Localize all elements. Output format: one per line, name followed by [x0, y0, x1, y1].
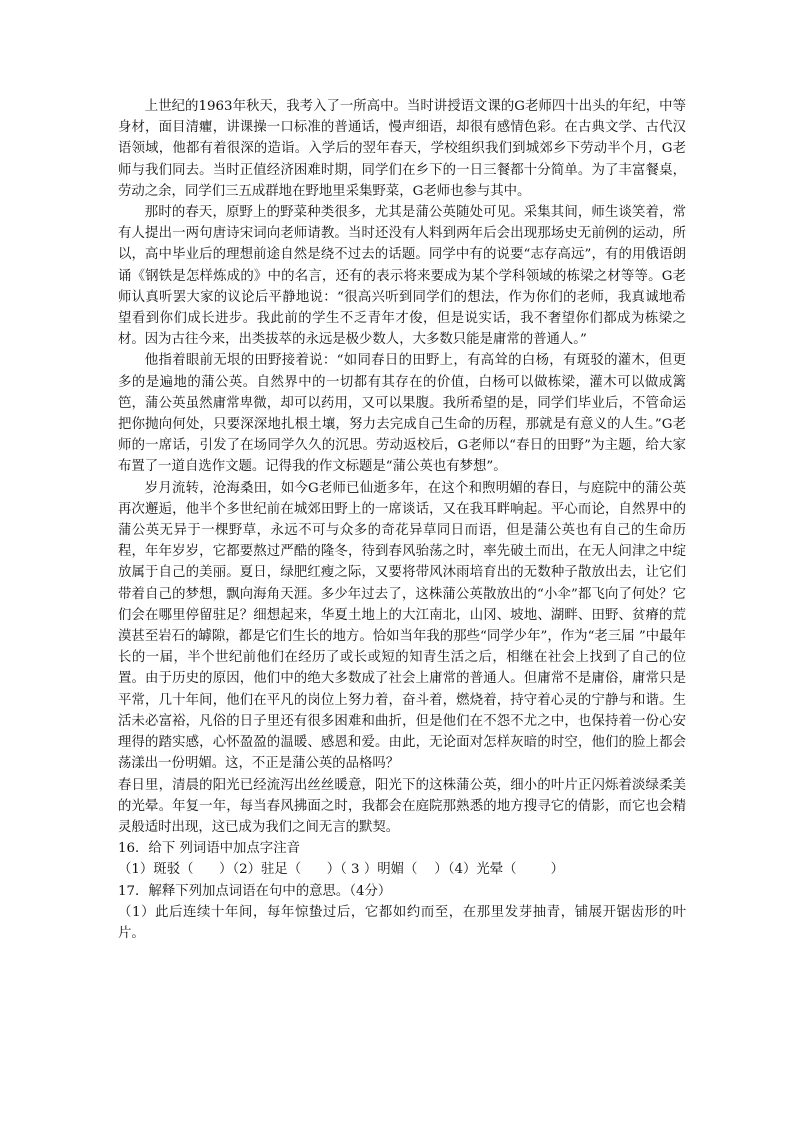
- question-16-title: 16．给下 列词语中加点字注音: [118, 841, 300, 857]
- paragraph-5: 春日里，清晨的阳光已经流泻出丝丝暖意，阳光下的这株蒲公英，细小的叶片正闪烁着淡绿柔美的光晕。年复一年，每当春风拂面之时，我都会在庭院那熟悉的地方搜寻它的倩影，而它也会精灵般适时出现，这已成为我们之间无言的默契。: [118, 777, 686, 835]
- question-17-title: 17．解释下列加点词语在句中的意思。（4分）: [118, 883, 392, 899]
- question-17-item-1: （1）此后连续十年间，每年惊蛰过后，它都如约而至，在那里发芽抽青，铺展开锯齿形的叶片。: [118, 904, 686, 941]
- article-body: [118, 96, 686, 944]
- question-16-answers: （1）斑驳（ ）（2）驻足（ ）（ 3 ）明媚（ ）（4）光晕（ ）: [118, 862, 565, 878]
- paragraph-4: 岁月流转，沧海桑田，如今G老师已仙逝多年，在这个和煦明媚的春日，与庭院中的蒲公英再次邂逅，他半个多世纪前在城郊田野上的一席谈话，又在我耳畔响起。平心而论，自然界中的蒲公英无异于一棵野草，永远不可与众多的奇花异草同日而语，但是蒲公英也有自己的生命历程，年年岁岁，它都要熬过严酷的隆冬，待到春风骀荡之时，率先破土而出，在无人问津之中绽放属于自己的美丽。夏日，绿肥红瘦之际，又要将带风沐雨培育出的无数种子散放出去，让它们带着自己的梦想，飘向海角天涯。多少年过去了，这株蒲公英散放出的“小伞”都飞向了何处？它们会在哪里停留驻足？细想起来，华夏土地上的大江南北，山冈、坡地、湖畔、田野、贫瘠的荒漠甚至岩石的罅隙，都是它们生长的地方。恰如当年我的那些“同学少年”，作为“老三届 ”中最年长的一届，半个世纪前他们在经历了或长或短的知青生活之后，相继在社会上找到了自己的位置。由于历史的原因，他们中的绝大多数成了社会上庸常的普通人。但庸常不是庸俗，庸常只是平常，几十年间，他们在平凡的岗位上努力着，奋斗着，燃烧着，持守着心灵的宁静与和谐。生活未必富裕，凡俗的日子里还有很多困难和曲折，但是他们在不怨不尤之中，也保持着一份心安理得的踏实感，心怀盈盈的温暖、感恩和爱。由此，无论面对怎样灰暗的时空，他们的脸上都会荡漾出一份明媚。这，不正是蒲公英的品格吗？: [118, 480, 686, 772]
- paragraph-1: 上世纪的1963年秋天，我考入了一所高中。当时讲授语文课的G老师四十出头的年纪，中等身材，面目清癯，讲课操一口标准的普通话，慢声细语，却很有感情色彩。在古典文学、古代汉语领域，他都有着很深的造诣。入学后的翌年春天，学校组织我们到城郊乡下劳动半个月，G老师与我们同去。当时正值经济困难时期，同学们在乡下的一日三餐都十分简单。为了丰富餐桌，劳动之余，同学们三五成群地在野地里采集野菜，G老师也参与其中。: [118, 99, 686, 199]
- paragraph-2: 那时的春天，原野上的野菜种类很多，尤其是蒲公英随处可见。采集其间，师生谈笑着，常有人提出一两句唐诗宋词向老师请教。当时还没有人料到两年后会出现那场史无前例的运动，所以，高中毕业后的理想前途自然是绕不过去的话题。同学中有的说要“志存高远”，有的用俄语朗诵《钢铁是怎样炼成的》中的名言，还有的表示将来要成为某个学科领域的栋梁之材等等。G老师认真听罢大家的议论后平静地说：“很高兴听到同学们的想法，作为你们的老师，我真诚地希望看到你们成长进步。我此前的学生不乏青年才俊，但是说实话，我不奢望你们都成为栋梁之材。因为古往今来，出类拔萃的永远是极少数人，大多数只能是庸常的普通人。”: [118, 205, 686, 348]
- paragraph-3: 他指着眼前无垠的田野接着说：“如同春日的田野上，有高耸的白杨，有斑驳的灌木，但更多的是遍地的蒲公英。自然界中的一切都有其存在的价值，白杨可以做栋梁，灌木可以做成篱笆，蒲公英虽然庸常卑微，却可以药用，又可以果腹。我所希望的是，同学们毕业后，不管命运把你抛向何处，只要深深地扎根土壤，努力去完成自己生命的历程，那就是有意义的人生。”G老师的一席话，引发了在场同学久久的沉思。劳动返校后，G老师以“春日的田野”为主题，给大家布置了一道自选作文题。记得我的作文标题是“蒲公英也有梦想”。: [118, 353, 686, 475]
